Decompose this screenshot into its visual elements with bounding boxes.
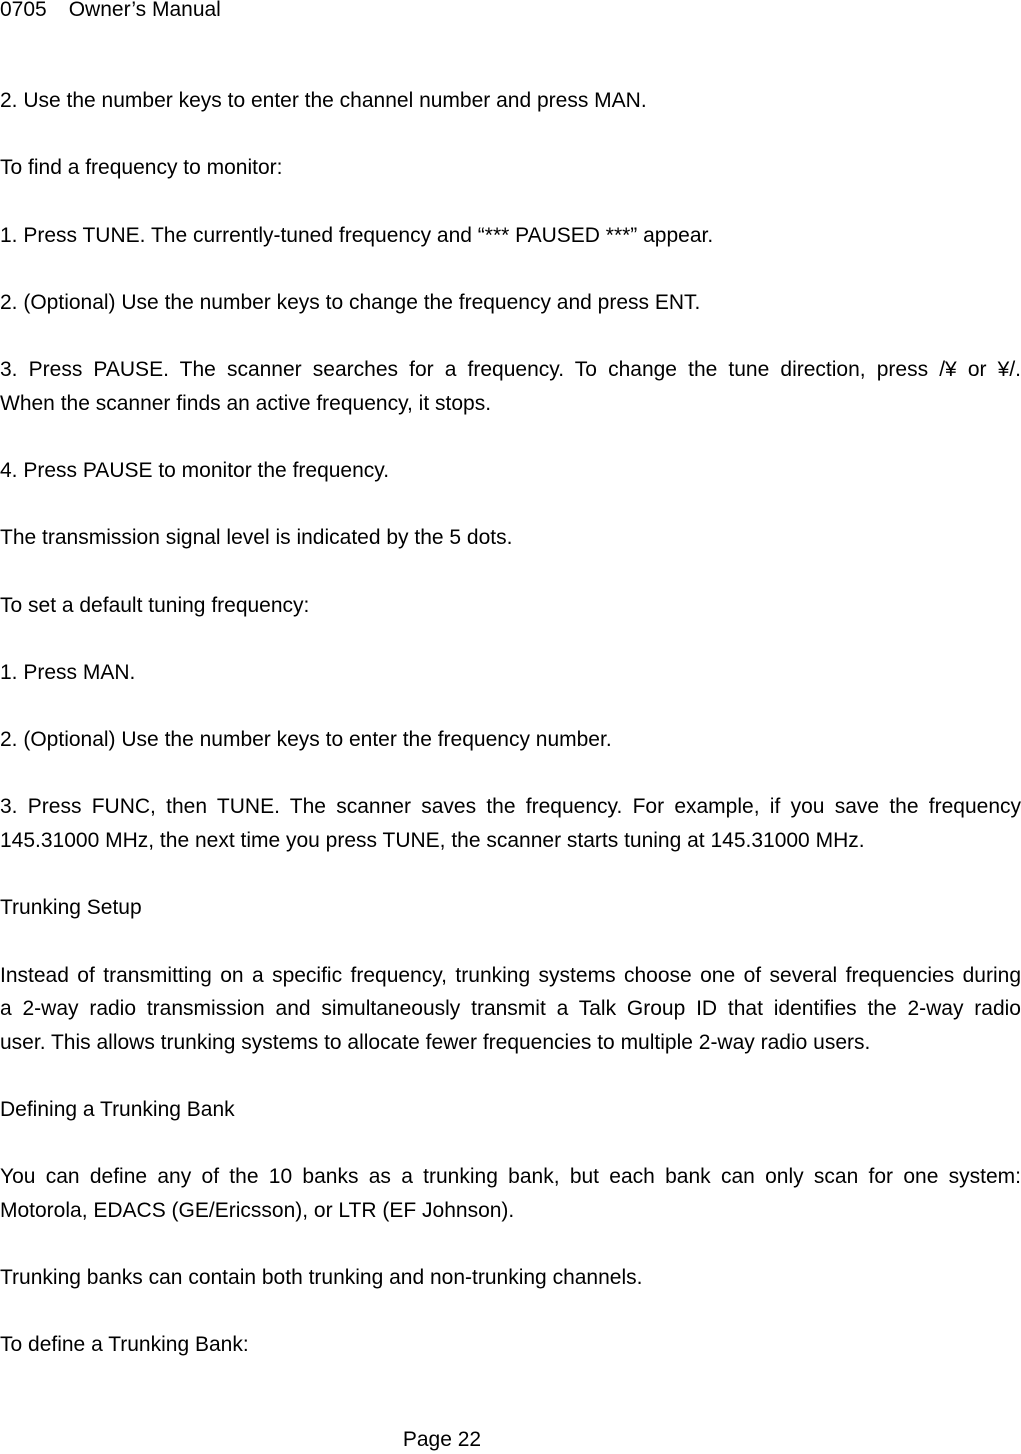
paragraph-step-func-tune-save xyxy=(0,790,1021,857)
paragraph-step-enter-channel xyxy=(0,84,1021,118)
text-line: 145.31000 MHz, the next time you press TUNE, the scanner starts tuning at 145.31000 MHz. xyxy=(0,828,865,852)
paragraph-step-press-pause-search xyxy=(0,353,1021,420)
text-line: a 2-way radio transmission and simultaneously transmit a Talk Group ID that identifies the 2-way radio xyxy=(0,997,1021,1021)
text-line: The transmission signal level is indicated by the 5 dots. xyxy=(0,526,513,550)
text-line: 2. (Optional) Use the number keys to change the frequency and press ENT. xyxy=(0,290,701,314)
text-line: 2. Use the number keys to enter the channel number and press MAN. xyxy=(0,89,647,112)
text-line: When the scanner finds an active frequency, it stops. xyxy=(0,391,492,415)
text-line: user. This allows trunking systems to allocate fewer frequencies to multiple 2-way radio users. xyxy=(0,1030,871,1054)
paragraph-step-press-pause-monitor xyxy=(0,454,1021,488)
text-line: You can define any of the 10 banks as a trunking bank, but each bank can only scan for one system: xyxy=(0,1165,1021,1189)
page-header xyxy=(0,0,1021,27)
paragraph-step-change-frequency xyxy=(0,286,1021,320)
text-line: Trunking banks can contain both trunking and non-trunking channels. xyxy=(0,1265,643,1289)
text-line: 1. Press MAN. xyxy=(0,660,136,684)
text-line: 2. (Optional) Use the number keys to enter the frequency number. xyxy=(0,728,612,752)
paragraph-find-frequency-intro xyxy=(0,151,1021,185)
paragraph-trunking-banks-note xyxy=(0,1261,1021,1295)
page-number-label: Page 22 xyxy=(402,1428,482,1451)
text-line: Trunking Setup xyxy=(0,896,142,920)
heading-defining-trunking-bank xyxy=(0,1093,1021,1127)
paragraph-signal-level-note xyxy=(0,521,1021,555)
paragraph-define-banks-systems xyxy=(0,1160,1021,1227)
heading-trunking-setup xyxy=(0,891,1021,925)
text-line: 3. Press FUNC, then TUNE. The scanner saves the frequency. For example, if you save the frequency xyxy=(0,795,1021,819)
text-line: To set a default tuning frequency: xyxy=(0,593,310,617)
paragraph-step-enter-frequency-number xyxy=(0,723,1021,757)
text-line: 3. Press PAUSE. The scanner searches for a frequency. To change the tune direction, press /¥ or ¥/. xyxy=(0,358,1021,382)
header-doc-code: 0705 xyxy=(0,0,47,21)
text-line: To find a frequency to monitor: xyxy=(0,156,283,180)
paragraph-define-trunking-bank-intro xyxy=(0,1328,1021,1362)
text-line: Motorola, EDACS (GE/Ericsson), or LTR (EF Johnson). xyxy=(0,1198,515,1222)
text-line: Defining a Trunking Bank xyxy=(0,1097,235,1121)
text-line: To define a Trunking Bank: xyxy=(0,1333,249,1357)
text-line: 4. Press PAUSE to monitor the frequency. xyxy=(0,458,390,482)
paragraph-step-press-man xyxy=(0,656,1021,690)
header-title: Owner’s Manual xyxy=(68,0,221,21)
paragraph-trunking-explanation xyxy=(0,959,1021,1060)
paragraph-step-press-tune xyxy=(0,219,1021,253)
paragraph-default-tuning-intro xyxy=(0,589,1021,623)
text-line: Instead of transmitting on a specific frequency, trunking systems choose one of several frequencies during xyxy=(0,963,1021,987)
page-footer xyxy=(0,1423,884,1454)
text-line: 1. Press TUNE. The currently-tuned frequency and “*** PAUSED ***” appear. xyxy=(0,223,714,247)
